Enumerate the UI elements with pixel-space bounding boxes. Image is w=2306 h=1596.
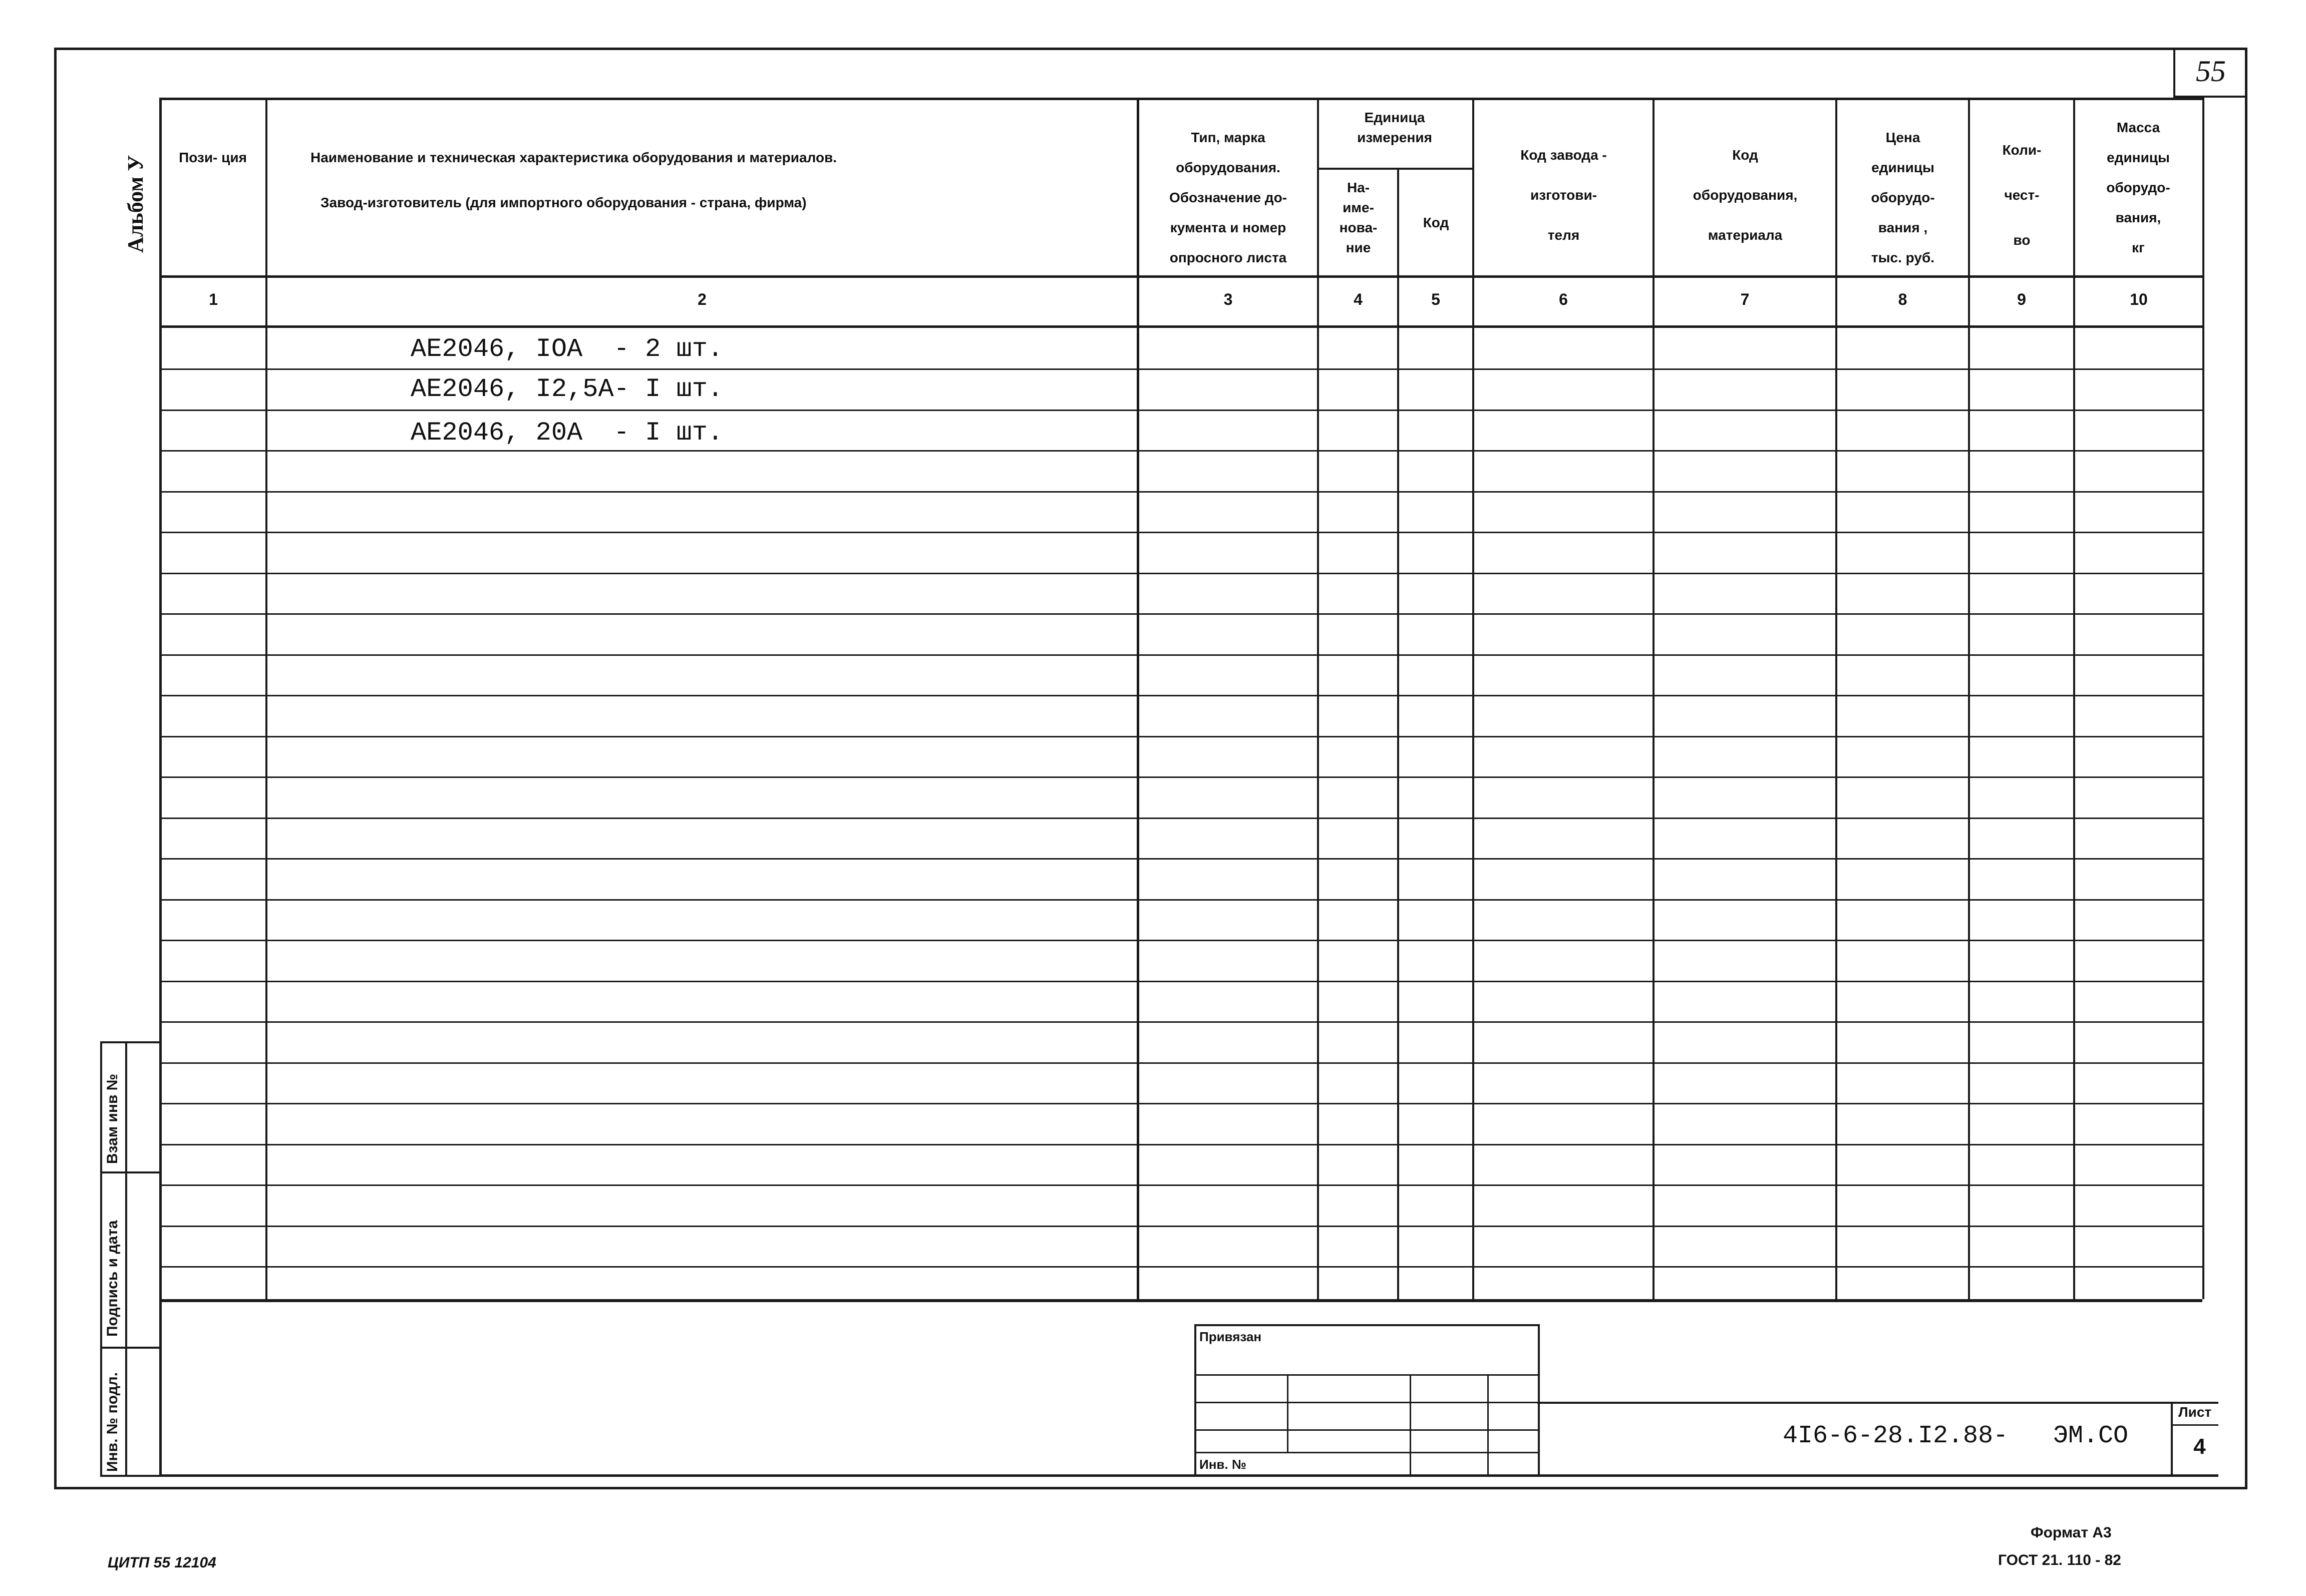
- stamp-title-line: [1537, 1402, 2218, 1404]
- header-mass-3: оборудо-: [2106, 180, 2170, 195]
- colnum-8: 8: [1898, 290, 1907, 308]
- sheet-label: Лист: [2178, 1404, 2212, 1420]
- col-line: [1653, 98, 1655, 1299]
- entry-3: AE2046, 20A - I шт.: [411, 418, 724, 448]
- colnum-5: 5: [1431, 290, 1440, 308]
- colnum-7: 7: [1740, 290, 1750, 308]
- side-stamp-inv: Инв. № подл.: [104, 1372, 121, 1472]
- side-stamp-right: [125, 1041, 127, 1477]
- header-mass-2: единицы: [2107, 150, 2170, 165]
- header-type-4: кумента и номер: [1170, 220, 1286, 235]
- header-equip-1: Код: [1732, 147, 1758, 163]
- privyazan-vline3: [1487, 1374, 1489, 1477]
- header-qty-1: Коли-: [2002, 142, 2042, 158]
- col-line: [1968, 98, 1970, 1299]
- table-row-line: [159, 736, 2202, 737]
- gost-label: ГОСТ 21. 110 - 82: [1998, 1552, 2121, 1568]
- footer-left: ЦИТП 55 12104: [108, 1554, 216, 1571]
- side-stamp-sep1: [100, 1171, 159, 1173]
- doc-suffix: ЭМ.СО: [2053, 1422, 2129, 1450]
- col-line: [2073, 98, 2075, 1299]
- header-price-2: единицы: [1871, 160, 1934, 175]
- header-unit-name: На- име- нова- ние: [1339, 180, 1378, 255]
- header-unit-code: Код: [1423, 215, 1449, 230]
- col-line: [1472, 98, 1474, 1299]
- format-label: Формат А3: [2031, 1524, 2112, 1541]
- table-row-line: [159, 776, 2202, 778]
- privyazan-inv: Инв. №: [1199, 1457, 1246, 1472]
- entry-2: AE2046, I2,5A- I шт.: [411, 374, 724, 404]
- table-row-line: [159, 1021, 2202, 1023]
- table-row-line: [159, 1226, 2202, 1227]
- table-row-line: [159, 410, 2202, 411]
- header-qty-3: во: [2013, 232, 2031, 248]
- colnum-9: 9: [2017, 290, 2026, 308]
- colnum-3: 3: [1223, 290, 1233, 308]
- header-factory-2: изготови-: [1530, 187, 1597, 203]
- header-mass-1: Масса: [2116, 120, 2160, 135]
- side-stamp-vzam: Взам инв №: [104, 1073, 121, 1164]
- col-line: [2202, 98, 2204, 1299]
- col-line: [1397, 168, 1399, 1299]
- table-row-line: [159, 450, 2202, 452]
- side-stamp-podpis: Подпись и дата: [104, 1220, 121, 1337]
- col-line: [1317, 98, 1319, 1299]
- col-line: [265, 98, 267, 1299]
- table-row-line: [159, 1144, 2202, 1145]
- colnum-10: 10: [2130, 290, 2148, 308]
- table-row-line: [159, 899, 2202, 901]
- privyazan-label: Привязан: [1199, 1329, 1262, 1344]
- colnum-bottom: [159, 325, 2202, 328]
- stamp-outer-bottom: [159, 1474, 2218, 1477]
- colnum-1: 1: [209, 290, 218, 308]
- header-mass-5: кг: [2132, 240, 2145, 255]
- table-row-line: [159, 1062, 2202, 1064]
- side-stamp-top: [100, 1041, 159, 1043]
- table-row-line: [159, 695, 2202, 696]
- table-row-line: [159, 573, 2202, 574]
- table-row-line: [159, 613, 2202, 615]
- privyazan-vline1: [1287, 1374, 1288, 1452]
- table-row-line: [159, 654, 2202, 656]
- table-row-line: [159, 858, 2202, 860]
- col-line: [1835, 98, 1837, 1299]
- header-qty-2: чест-: [2004, 187, 2040, 203]
- album-label: Альбом У: [123, 155, 148, 253]
- header-type-2: оборудования.: [1176, 160, 1280, 175]
- side-stamp-sep2: [100, 1347, 159, 1349]
- privyazan-vline2: [1410, 1374, 1411, 1477]
- header-pos: Пози- ция: [179, 150, 247, 165]
- table-row-line: [159, 940, 2202, 941]
- colnum-2: 2: [698, 290, 707, 308]
- table-row-line: [159, 1266, 2202, 1268]
- header-name-line1: Наименование и техническая характеристика оборудования и материалов.: [310, 150, 837, 165]
- side-stamp-bottom: [100, 1475, 159, 1477]
- table-body-bottom: [159, 1299, 2202, 1302]
- colnum-6: 6: [1559, 290, 1568, 308]
- stamp-sheet-left: [2171, 1402, 2173, 1477]
- doc-code: 4I6-6-28.I2.88-: [1783, 1422, 2009, 1450]
- table-row-line: [159, 1103, 2202, 1104]
- table-row-line: [159, 491, 2202, 493]
- header-price-5: тыс. руб.: [1871, 250, 1935, 265]
- header-factory-3: теля: [1547, 227, 1580, 243]
- header-price-1: Цена: [1885, 130, 1920, 145]
- header-price-4: вания ,: [1878, 220, 1928, 235]
- col-line: [1137, 98, 1139, 1299]
- header-type-5: опросного листа: [1169, 250, 1287, 265]
- header-equip-3: материала: [1708, 227, 1783, 243]
- page-number: 55: [2196, 55, 2226, 88]
- header-bottom: [159, 275, 2202, 278]
- sheet-number: 4: [2193, 1434, 2206, 1459]
- table-row-line: [159, 368, 2202, 370]
- header-unit-title: Единица измерения: [1357, 110, 1432, 145]
- table-top-border: [159, 98, 2202, 100]
- table-row-line: [159, 818, 2202, 819]
- side-stamp-left: [100, 1041, 102, 1477]
- stamp-sheet-mid: [2171, 1424, 2218, 1426]
- header-type-3: Обозначение до-: [1169, 190, 1287, 205]
- table-row-line: [159, 1184, 2202, 1186]
- header-equip-2: оборудования,: [1693, 187, 1798, 203]
- header-name-line2: Завод-изготовитель (для импортного оборудования - страна, фирма): [320, 195, 807, 210]
- header-price-3: оборудо-: [1871, 190, 1935, 205]
- header-factory-1: Код завода -: [1520, 147, 1607, 163]
- unit-sub-line: [1317, 168, 1472, 170]
- table-row-line: [159, 532, 2202, 533]
- header-mass-4: вания,: [2115, 210, 2161, 225]
- header-type-1: Тип, марка: [1191, 130, 1265, 145]
- colnum-4: 4: [1354, 290, 1363, 308]
- table-row-line: [159, 981, 2202, 982]
- entry-1: AE2046, IOA - 2 шт.: [411, 334, 724, 364]
